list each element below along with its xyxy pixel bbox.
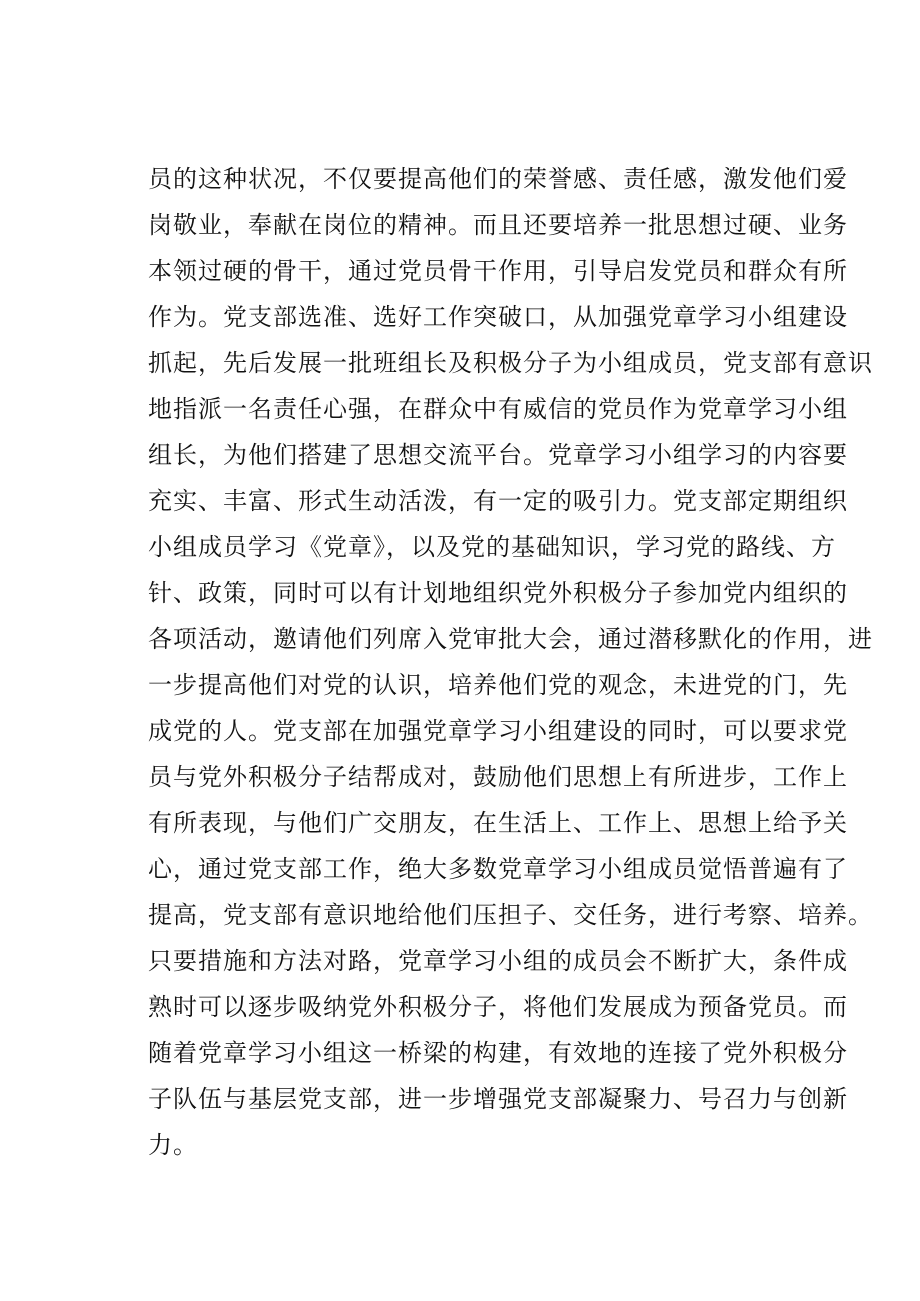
- text-line-10: 针、政策，同时可以有计划地组织党外积极分子参加党内组织的: [148, 579, 848, 607]
- text-line-7: 组长，为他们搭建了思想交流平台。党章学习小组学习的内容要: [148, 441, 848, 469]
- text-line-20: 随着党章学习小组这一桥梁的构建，有效地的连接了党外积极分: [148, 1039, 848, 1067]
- text-line-11: 各项活动，邀请他们列席入党审批大会，通过潜移默化的作用，进: [148, 625, 873, 653]
- text-line-19: 熟时可以逐步吸纳党外积极分子，将他们发展成为预备党员。而: [148, 993, 848, 1021]
- text-line-1: 员的这种状况，不仅要提高他们的荣誉感、责任感，激发他们爱: [148, 165, 848, 193]
- text-line-3: 本领过硬的骨干，通过党员骨干作用，引导启发党员和群众有所: [148, 257, 848, 285]
- body-paragraph: [148, 156, 873, 1168]
- text-line-4: 作为。党支部选准、选好工作突破口，从加强党章学习小组建设: [148, 303, 848, 331]
- text-line-8: 充实、丰富、形式生动活泼，有一定的吸引力。党支部定期组织: [148, 487, 848, 515]
- text-line-15: 有所表现，与他们广交朋友，在生活上、工作上、思想上给予关: [148, 809, 848, 837]
- text-line-14: 员与党外积极分子结帮成对，鼓励他们思想上有所进步，工作上: [148, 763, 848, 791]
- text-line-22: 力。: [148, 1131, 198, 1159]
- text-line-17: 提高，党支部有意识地给他们压担子、交任务，进行考察、培养。: [148, 901, 873, 929]
- text-line-6: 地指派一名责任心强，在群众中有威信的党员作为党章学习小组: [148, 395, 848, 423]
- text-line-21: 子队伍与基层党支部，进一步增强党支部凝聚力、号召力与创新: [148, 1085, 848, 1113]
- text-line-5: 抓起，先后发展一批班组长及积极分子为小组成员，党支部有意识: [148, 349, 873, 377]
- text-line-2: 岗敬业，奉献在岗位的精神。而且还要培养一批思想过硬、业务: [148, 211, 848, 239]
- text-line-16: 心，通过党支部工作，绝大多数党章学习小组成员觉悟普遍有了: [148, 855, 848, 883]
- text-line-9: 小组成员学习《党章》，以及党的基础知识，学习党的路线、方: [148, 533, 836, 561]
- text-line-18: 只要措施和方法对路，党章学习小组的成员会不断扩大，条件成: [148, 947, 848, 975]
- text-line-13: 成党的人。党支部在加强党章学习小组建设的同时，可以要求党: [148, 717, 848, 745]
- text-line-12: 一步提高他们对党的认识，培养他们党的观念，未进党的门，先: [148, 671, 848, 699]
